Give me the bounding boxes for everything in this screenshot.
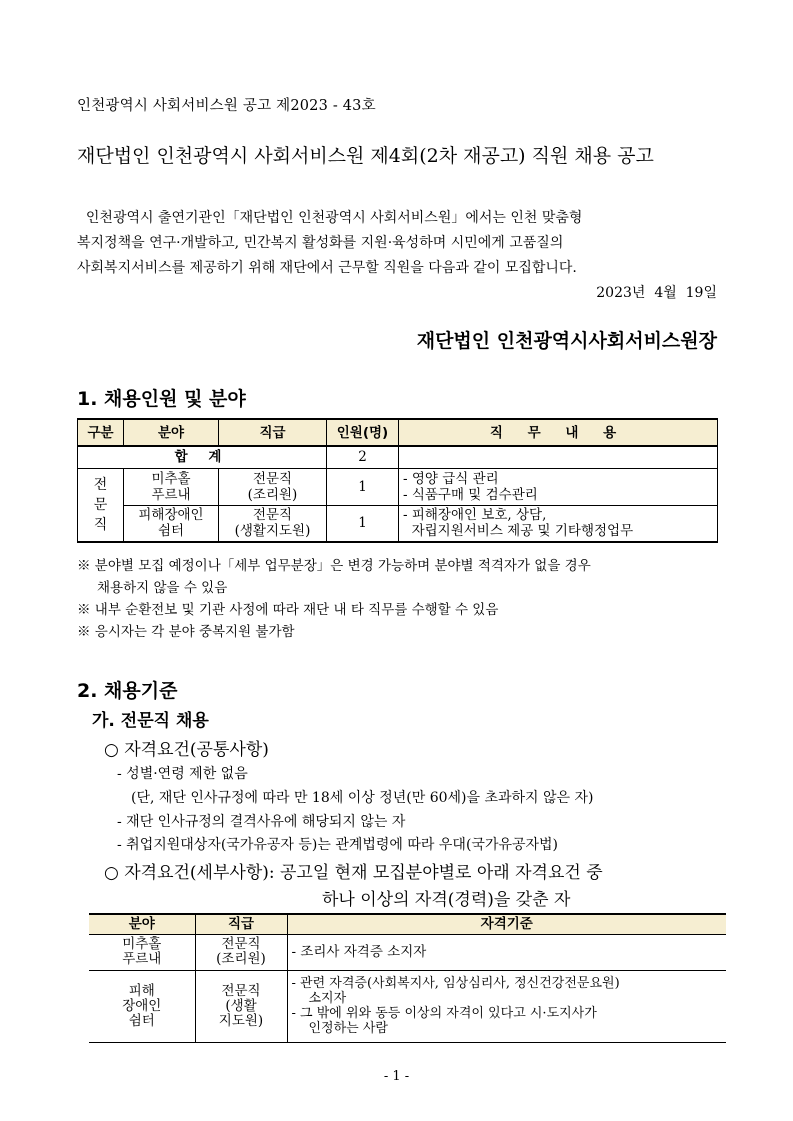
grade-line: 전문직 — [221, 936, 261, 952]
grade-cell — [219, 468, 327, 505]
criteria-line: 소지자 — [308, 991, 347, 1006]
subsection-title: 가. 전문직 채용 — [92, 711, 209, 731]
table-header-row — [89, 914, 726, 934]
field-line: 푸르내 — [151, 486, 191, 503]
count-cell: 1 — [327, 505, 399, 542]
section-2-title: 2. 채용기준 — [77, 680, 178, 702]
detail-requirements-heading-cont: 하나 이상의 자격(경력)을 갖춘 자 — [322, 890, 571, 910]
requirement-detail: (단, 재단 인사규정에 따라 만 18세 이상 정년(만 60세)을 초과하지 않은 자) — [131, 790, 594, 806]
grade-line: 전문직 — [221, 982, 261, 999]
requirement-item: - 재단 인사규정의 결격사유에 해당되지 않는 자 — [117, 814, 406, 830]
page-number: - 1 - — [383, 1069, 410, 1084]
criteria-line: - 그 밖에 위와 동등 이상의 자격이 있다고 시·도지사가 — [291, 1006, 597, 1021]
header-grade: 직급 — [195, 914, 287, 934]
criteria-line: - 조리사 자격증 소지자 — [291, 943, 427, 960]
field-line: 쉼터 — [128, 1012, 155, 1029]
grade-cell — [195, 970, 287, 1042]
criteria-cell — [287, 934, 726, 970]
grade-line: (조리원) — [216, 951, 266, 967]
grade-line: 전문직 — [252, 507, 293, 524]
notice-number: 인천광역시 사회서비스원 공고 제2023 - 43호 — [77, 98, 376, 114]
notes — [77, 555, 722, 643]
grade-line: (조리원) — [247, 486, 298, 503]
grade-line: (생활 — [225, 997, 257, 1014]
field-line: 미추홀 — [122, 936, 162, 952]
duty-line: - 영양 급식 관리 — [403, 470, 499, 487]
intro-line: 인천광역시 출연기관인「재단법인 인천광역시 사회서비스원」에서는 인천 맞춤형 — [77, 210, 583, 226]
notice-date: 2023년 4월 19일 — [596, 285, 717, 301]
table-row — [78, 468, 718, 505]
header-field: 분야 — [89, 914, 195, 934]
field-cell — [124, 468, 219, 505]
criteria-line: 인정하는 사람 — [308, 1021, 388, 1036]
note: ※ 분야별 모집 예정이나「세부 업무분장」은 변경 가능하며 분야별 적격자가 없을 경우 — [77, 558, 591, 574]
intro-line: 복지정책을 연구·개발하고, 민간복지 활성화를 지원·육성하며 시민에게 고품질의 — [77, 235, 564, 251]
total-count: 2 — [327, 446, 399, 468]
qualification-table — [89, 913, 726, 1043]
grade-cell — [195, 934, 287, 970]
field-line: 피해장애인 — [138, 507, 204, 524]
duty-line: - 피해장애인 보호, 상담, — [403, 507, 547, 524]
field-cell — [124, 505, 219, 542]
section-1-title: 1. 채용인원 및 분야 — [77, 388, 246, 410]
field-line: 푸르내 — [122, 951, 162, 967]
criteria-cell — [287, 970, 726, 1042]
field-line: 미추홀 — [151, 470, 191, 487]
field-line: 피해 — [128, 982, 155, 999]
note: ※ 내부 순환전보 및 기관 사정에 따라 재단 내 타 직무를 수행할 수 있음 — [77, 602, 499, 618]
duty-line: - 식품구매 및 검수관리 — [403, 486, 538, 503]
intro-paragraph — [77, 206, 717, 281]
intro-line: 사회복지서비스를 제공하기 위해 재단에서 근무할 직원을 다음과 같이 모집합니다. — [77, 260, 577, 276]
page-title: 재단법인 인천광역시 사회서비스원 제4회(2차 재공고) 직원 채용 공고 — [77, 145, 654, 167]
field-cell — [89, 934, 195, 970]
header-category: 구분 — [78, 419, 124, 446]
note: ※ 응시자는 각 분야 중복지원 불가함 — [77, 624, 295, 640]
duty-cell — [399, 468, 718, 505]
grade-line: 전문직 — [252, 470, 293, 487]
header-criteria: 자격기준 — [287, 914, 726, 934]
table-header-row — [78, 419, 718, 446]
table-row — [78, 505, 718, 542]
header-field: 분야 — [124, 419, 219, 446]
header-grade: 직급 — [219, 419, 327, 446]
field-cell — [89, 970, 195, 1042]
field-line: 쉼터 — [157, 523, 185, 540]
duty-cell — [399, 505, 718, 542]
field-line: 장애인 — [122, 997, 162, 1014]
duty-line: 자립지원서비스 제공 및 기타행정업무 — [403, 523, 634, 540]
criteria-line: - 관련 자격증(사회복지사, 임상심리사, 정신건강전문요원) — [291, 976, 620, 991]
grade-cell — [219, 505, 327, 542]
total-row — [78, 446, 718, 468]
total-label: 합 계 — [78, 446, 327, 468]
requirement-item: - 성별·연령 제한 없음 — [117, 766, 248, 782]
count-cell: 1 — [327, 468, 399, 505]
common-requirements-heading: ○ 자격요건(공통사항) — [104, 740, 269, 760]
table-row — [89, 934, 726, 970]
detail-requirements-heading: ○ 자격요건(세부사항): 공고일 현재 모집분야별로 아래 자격요건 중 — [104, 863, 603, 883]
issuer-name: 재단법인 인천광역시사회서비스원장 — [416, 330, 717, 352]
table-row — [89, 970, 726, 1042]
header-count: 인원(명) — [327, 419, 399, 446]
note: 채용하지 않을 수 있음 — [97, 580, 228, 596]
grade-line: 지도원) — [218, 1012, 264, 1029]
grade-line: (생활지도원) — [234, 523, 311, 540]
recruitment-table — [77, 418, 718, 543]
total-empty — [399, 446, 718, 468]
category-cell: 전 문 직 — [78, 468, 124, 542]
header-duty: 직 무 내 용 — [399, 419, 718, 446]
requirement-item: - 취업지원대상자(국가유공자 등)는 관계법령에 따라 우대(국가유공자법) — [117, 837, 559, 853]
